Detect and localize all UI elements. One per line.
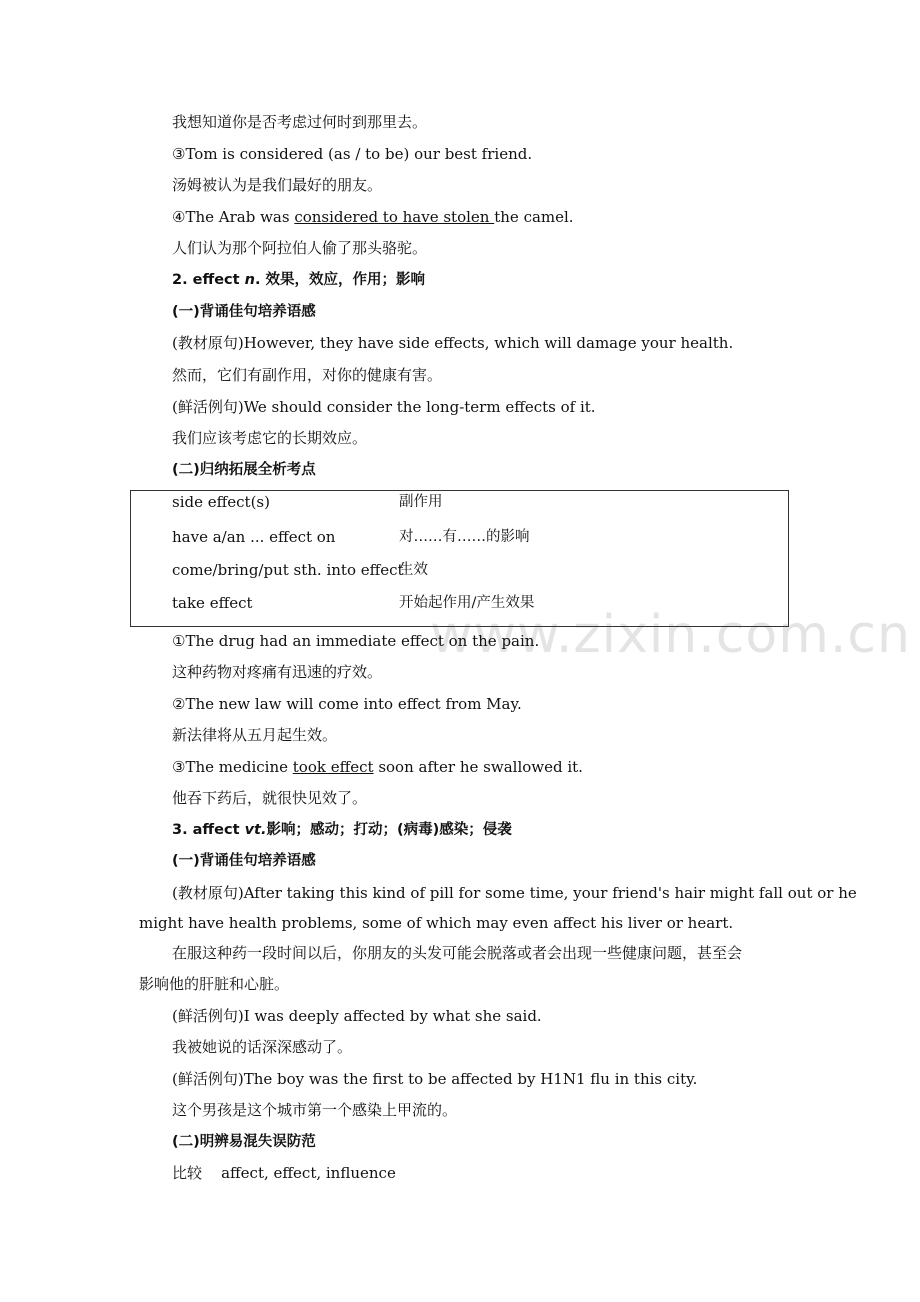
text-span: soon after he swallowed it. bbox=[373, 758, 583, 776]
phrase-zh: 开始起作用/产生效果 bbox=[399, 595, 535, 611]
example-sentence bbox=[172, 207, 574, 227]
translation-line: 然而，它们有副作用，对你的健康有害。 bbox=[172, 366, 443, 384]
part-of-speech: vt. bbox=[244, 822, 267, 838]
example-sentence: ②The new law will come into effect from May. bbox=[172, 695, 522, 713]
translation-line: 我们应该考虑它的长期效应。 bbox=[172, 429, 368, 447]
phrase-table bbox=[130, 490, 789, 627]
translation-line: 这种药物对疼痛有迅速的疗效。 bbox=[172, 663, 383, 681]
phrase-zh: 副作用 bbox=[399, 494, 443, 510]
text-span: 3. affect bbox=[172, 822, 245, 838]
phrase-zh: 生效 bbox=[399, 562, 428, 578]
translation-line-cont: 影响他的肝脏和心脏。 bbox=[139, 975, 290, 993]
translation-line: 人们认为那个阿拉伯人偷了那头骆驼。 bbox=[172, 239, 428, 257]
phrase-en: come/bring/put sth. into effect bbox=[172, 561, 404, 579]
example-sentence: (鲜活例句)We should consider the long-term effects of it. bbox=[172, 398, 596, 416]
part-of-speech: n bbox=[244, 272, 255, 288]
subsection-heading: (二)归纳拓展全析考点 bbox=[172, 462, 316, 478]
example-sentence: (教材原句)However, they have side effects, which will damage your health. bbox=[172, 334, 734, 352]
phrase-zh: 对……有……的影响 bbox=[399, 529, 530, 545]
subsection-heading: (一)背诵佳句培养语感 bbox=[172, 853, 316, 869]
example-sentence: ③Tom is considered (as / to be) our best friend. bbox=[172, 145, 533, 163]
text-span: 影响；感动；打动；(病毒)感染；侵袭 bbox=[266, 822, 512, 838]
translation-line: 汤姆被认为是我们最好的朋友。 bbox=[172, 176, 383, 194]
answer-blank: considered to have stolen bbox=[294, 208, 495, 226]
example-sentence: (教材原句)After taking this kind of pill for some time, your friend's hair might fall out or he bbox=[172, 884, 857, 902]
text-span: 2. effect bbox=[172, 272, 245, 288]
example-sentence: (鲜活例句)The boy was the first to be affected by H1N1 flu in this city. bbox=[172, 1070, 698, 1088]
answer-blank: took effect bbox=[292, 758, 374, 776]
text-span: ④The Arab was bbox=[172, 208, 295, 226]
translation-line: 他吞下药后，就很快见效了。 bbox=[172, 789, 368, 807]
watermark: www.zixin.com.cn bbox=[430, 605, 911, 665]
subsection-heading: (二)明辨易混失误防范 bbox=[172, 1134, 316, 1150]
subsection-heading: (一)背诵佳句培养语感 bbox=[172, 304, 316, 320]
example-sentence bbox=[172, 757, 583, 777]
section-heading bbox=[172, 820, 512, 840]
text-span: . 效果，效应，作用；影响 bbox=[254, 272, 426, 288]
text-span: ③The medicine bbox=[172, 758, 293, 776]
example-sentence: (鲜活例句)I was deeply affected by what she said. bbox=[172, 1007, 542, 1025]
text-span: the camel. bbox=[494, 208, 574, 226]
section-heading bbox=[172, 270, 425, 290]
phrase-en: take effect bbox=[172, 594, 253, 612]
text-line: 我想知道你是否考虑过何时到那里去。 bbox=[172, 113, 428, 131]
translation-line: 我被她说的话深深感动了。 bbox=[172, 1038, 353, 1056]
comparison-line: 比较 affect, effect, influence bbox=[172, 1164, 396, 1182]
phrase-en: have a/an ... effect on bbox=[172, 528, 336, 546]
example-sentence-cont: might have health problems, some of which may even affect his liver or heart. bbox=[139, 914, 734, 932]
translation-line: 这个男孩是这个城市第一个感染上甲流的。 bbox=[172, 1101, 458, 1119]
translation-line: 在服这种药一段时间以后，你朋友的头发可能会脱落或者会出现一些健康问题，甚至会 bbox=[172, 944, 743, 962]
translation-line: 新法律将从五月起生效。 bbox=[172, 726, 338, 744]
example-sentence: ①The drug had an immediate effect on the pain. bbox=[172, 632, 540, 650]
phrase-en: side effect(s) bbox=[172, 493, 270, 511]
